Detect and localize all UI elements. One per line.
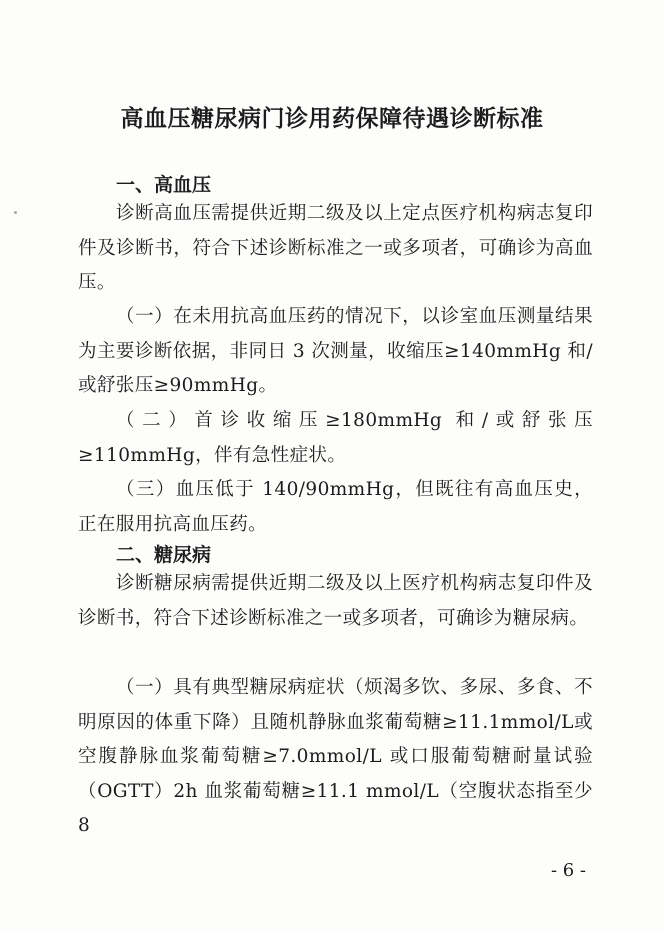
document-title: 高血压糖尿病门诊用药保障待遇诊断标准	[120, 106, 544, 132]
paragraph-hypertension-criterion-1: （一）在未用抗高血压药的情况下，以诊室血压测量结果为主要诊断依据，非同日 3 次测量，收缩压≥140mmHg 和/或舒张压≥90mmHg。	[78, 306, 593, 396]
paragraph-diabetes-intro: 诊断糖尿病需提供近期二级及以上医疗机构病志复印件及诊断书，符合下述诊断标准之一或多项者，可确诊为糖尿病。	[78, 573, 593, 629]
paragraph-diabetes-criterion-1: （一）具有典型糖尿病症状（烦渴多饮、多尿、多食、不明原因的体重下降）且随机静脉血浆葡萄糖≥11.1mmol/L或空腹静脉血浆葡萄糖≥7.0mmol/L 或口服葡萄糖耐量试验（OGTT）2h 血浆葡萄糖≥11.1 mmol/L（空腹状态指至少 8	[78, 677, 593, 836]
page-number: - 6 -	[550, 860, 586, 881]
section-heading-diabetes: 二、糖尿病	[116, 544, 212, 566]
scan-speck	[14, 211, 17, 214]
paragraph-hypertension-criterion-3: （三）血压低于 140/90mmHg，但既往有高血压史，正在服用抗高血压药。	[78, 479, 593, 535]
section-heading-hypertension: 一、高血压	[116, 174, 212, 196]
paragraph-hypertension-criterion-2: （二）首诊收缩压≥180mmHg 和/或舒张压≥110mmHg，伴有急性症状。	[78, 410, 593, 466]
paragraph-hypertension-intro: 诊断高血压需提供近期二级及以上定点医疗机构病志复印件及诊断书，符合下述诊断标准之一或多项者，可确诊为高血压。	[78, 203, 593, 293]
